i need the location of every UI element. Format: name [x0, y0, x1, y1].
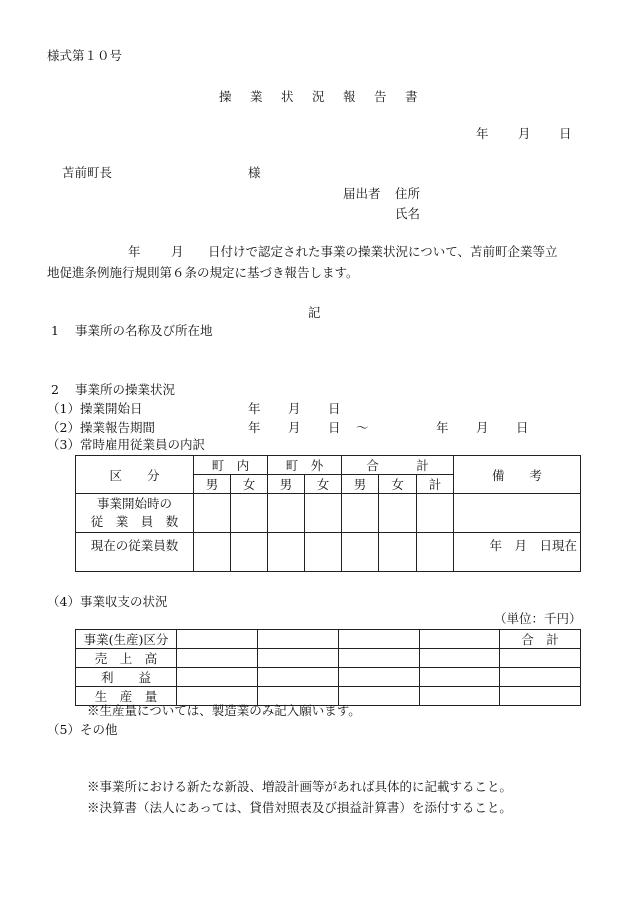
item4-label: （4）事業収支の状況 — [47, 594, 168, 609]
header-sum: 計 — [417, 475, 454, 494]
finance-header-total: 合 計 — [500, 630, 581, 649]
table-cell — [420, 649, 500, 668]
table-cell — [339, 630, 420, 649]
item2-label: （2）操業報告期間 — [47, 420, 155, 435]
note-financial-statements: ※決算書（法人にあっては、貸借対照表及び損益計算書）を添付すること。 — [87, 800, 512, 815]
table-cell — [420, 630, 500, 649]
table-cell — [417, 494, 454, 533]
table-cell — [500, 668, 581, 687]
employee-table — [75, 455, 581, 572]
section1-number: 1 — [51, 323, 59, 338]
unit-label: （単位：千円） — [494, 611, 582, 626]
addressee-suffix: 様 — [248, 165, 261, 180]
header-female: 女 — [231, 475, 268, 494]
header-town-in: 町 内 — [194, 456, 268, 475]
title-char: 業 — [250, 89, 263, 104]
ki-marker: 記 — [308, 305, 321, 320]
row-current-employees: 現在の従業員数 — [76, 533, 194, 572]
table-cell — [268, 533, 305, 572]
header-male: 男 — [194, 475, 231, 494]
title-char: 報 — [343, 89, 356, 104]
table-cell — [339, 668, 420, 687]
table-cell — [194, 533, 231, 572]
note-new-facility: ※事業所における新たな新設、増設計画等があれば具体的に記載すること。 — [87, 779, 513, 794]
header-female: 女 — [379, 475, 417, 494]
table-cell — [194, 494, 231, 533]
applicant-address-label: 住所 — [395, 186, 421, 201]
table-cell — [177, 630, 258, 649]
item5-label: （5）その他 — [47, 722, 118, 737]
applicant-name-label: 氏名 — [395, 206, 421, 221]
table-cell — [379, 494, 417, 533]
finance-header-category: 事業(生産)区分 — [76, 630, 177, 649]
header-remarks: 備 考 — [454, 456, 581, 494]
document-title — [0, 89, 630, 105]
section2-number: 2 — [51, 382, 59, 397]
header-town-out: 町 外 — [268, 456, 342, 475]
table-cell — [339, 649, 420, 668]
header-female: 女 — [305, 475, 342, 494]
production-note: ※生産量については、製造業のみ記入願います。 — [87, 703, 361, 718]
table-cell — [231, 533, 268, 572]
table-cell — [342, 494, 379, 533]
table-cell — [420, 668, 500, 687]
title-char: 状 — [281, 89, 294, 104]
header-total: 合 計 — [342, 456, 454, 475]
header-male: 男 — [342, 475, 379, 494]
table-cell — [342, 533, 379, 572]
item3-label: （3）常時雇用従業員の内訳 — [47, 437, 205, 452]
table-cell — [379, 533, 417, 572]
header-category: 区 分 — [76, 456, 194, 494]
current-date-remark: 年 月 日現在 — [454, 533, 581, 572]
table-cell — [420, 687, 500, 706]
form-number: 様式第１０号 — [47, 48, 123, 63]
table-cell — [454, 494, 581, 533]
table-cell — [500, 687, 581, 706]
table-cell — [305, 494, 342, 533]
addressee-name: 苫前町長 — [62, 165, 113, 180]
finance-row-production: 生 産 量 — [76, 687, 177, 706]
section1-label: 事業所の名称及び所在地 — [75, 323, 213, 338]
row-start-employees: 事業開始時の 従 業 員 数 — [76, 494, 194, 533]
title-char: 書 — [405, 89, 418, 104]
table-cell — [258, 630, 339, 649]
table-cell — [231, 494, 268, 533]
title-char: 告 — [374, 89, 387, 104]
header-male: 男 — [268, 475, 305, 494]
finance-row-sales: 売 上 高 — [76, 649, 177, 668]
table-cell — [177, 668, 258, 687]
table-cell — [258, 649, 339, 668]
finance-table — [75, 629, 581, 706]
table-cell — [258, 668, 339, 687]
title-char: 況 — [312, 89, 325, 104]
applicant-label: 届出者 — [343, 186, 381, 201]
table-cell — [500, 649, 581, 668]
table-cell — [268, 494, 305, 533]
finance-row-profit: 利 益 — [76, 668, 177, 687]
table-cell — [417, 533, 454, 572]
title-char: 操 — [219, 89, 232, 104]
table-cell — [177, 649, 258, 668]
table-cell — [305, 533, 342, 572]
item1-label: （1）操業開始日 — [47, 401, 143, 416]
section2-label: 事業所の操業状況 — [75, 382, 176, 397]
